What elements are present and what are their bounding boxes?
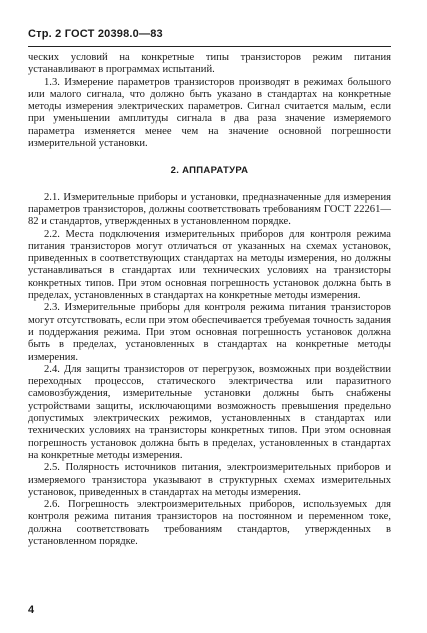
page-header: Стр. 2 ГОСТ 20398.0—83 bbox=[28, 28, 163, 40]
paragraph-2-1: 2.1. Измерительные приборы и установки, предназначенные для измерения параметров транзисторов, должны соответствовать требованиям ГОСТ 22261—82 и стандартов, утвержденных в установленном порядке. bbox=[28, 191, 391, 228]
header-rule bbox=[28, 46, 391, 47]
paragraph-2-2: 2.2. Места подключения измерительных приборов для контроля режима питания транзисторов могут отличаться от указанных на схемах установок, приведенных в соответствующих стандартах на методы измерения, но должны устанавливаться в стандартах или технических условиях на транзисторы конкретных типов. При этом основная погрешность установок должна быть в пределах, установленных в стандартах на конкретные методы измерения. bbox=[28, 228, 391, 302]
page-number: 4 bbox=[28, 604, 35, 616]
section-title: 2. АППАРАТУРА bbox=[170, 165, 249, 177]
paragraph-2-3: 2.3. Измерительные приборы для контроля режима питания транзисторов могут отсутствовать, если при этом обеспечивается требуемая точность задания и поддержания режима. При этом основная погрешность установок должна быть в пределах, установленных в стандартах на конкретные методы измерения. bbox=[28, 302, 391, 363]
paragraph-2-4: 2.4. Для защиты транзисторов от перегрузок, возможных при воздействии переходных процессов, статического электричества или паразитного самовозбуждения, измерительные установки должны быть снабжены устройствами защиты, исключающими возможность превышения предельно допустимых электрических режимов, установленных в стандартах или технических условиях на транзисторы конкретных типов. При этом основная погрешность установок должна быть в пределах, установленных в стандартах на конкретные методы измерения. bbox=[28, 363, 391, 461]
paragraph-2-6: 2.6. Погрешность электроизмерительных приборов, используемых для контроля режима питания транзисторов на постоянном и переменном токе, должна соответствовать требованиям стандартов, утвержденных в установленном порядке. bbox=[28, 499, 391, 547]
continuation-paragraph: ческих условий на конкретные типы транзисторов режим питания устанавливают в программах испытаний. bbox=[28, 52, 391, 76]
paragraph-2-5: 2.5. Полярность источников питания, электроизмерительных приборов и измеряемого транзистора указывают в структурных схемах измерительных установок, приведенных в стандартах на методы измерения. bbox=[28, 462, 391, 498]
document-body bbox=[28, 52, 391, 548]
paragraph-1-3: 1.3. Измерение параметров транзисторов производят в режимах большого или малого сигнала, что должно быть указано в стандартах на конкретные методы измерения электрических параметров. Сигнал считается малым, если при уменьшении амплитуды сигнала в два раза значение измеряемого параметра изменяется менее чем на значение основной погрешности измерительной установки. bbox=[28, 76, 391, 150]
